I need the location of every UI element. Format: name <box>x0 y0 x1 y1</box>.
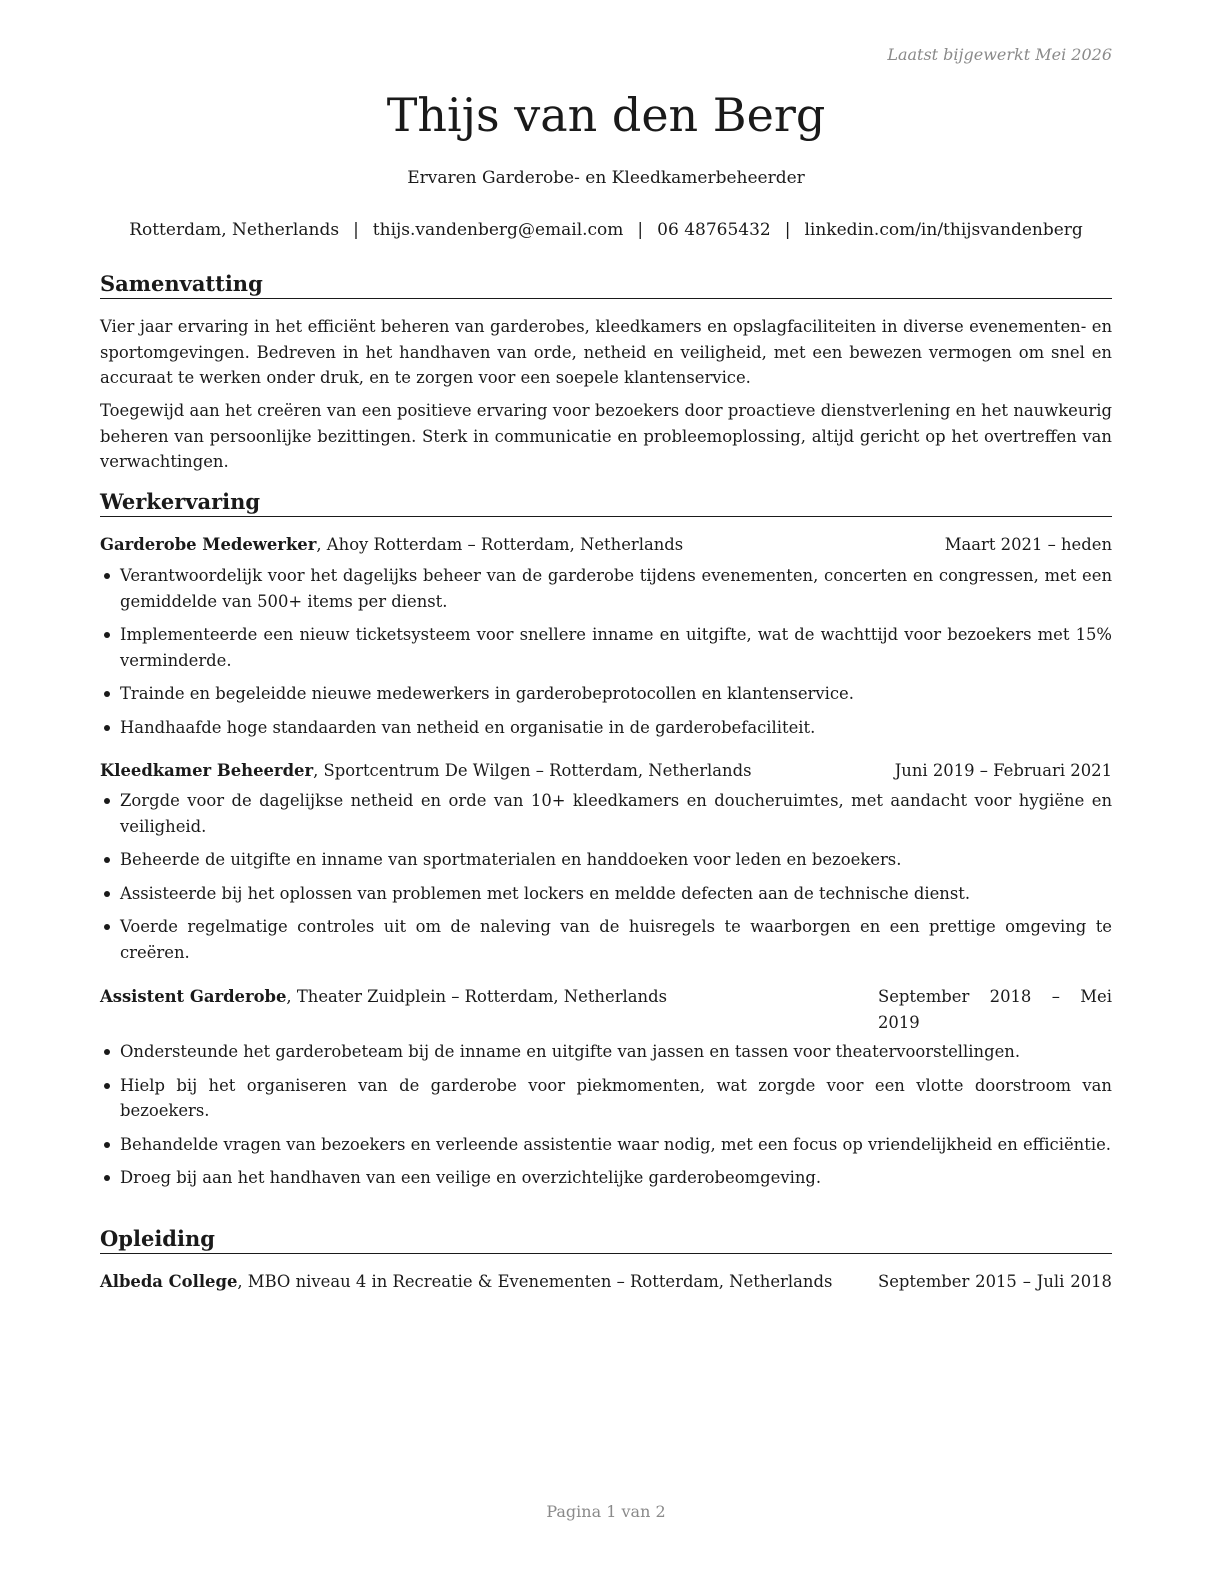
bullet-item <box>100 1165 1112 1191</box>
bullet-text: Assisteerde bij het oplossen van problemen met lockers en meldde defecten aan de technische dienst. <box>120 883 971 903</box>
bullet-item <box>100 1073 1112 1124</box>
contact-email[interactable]: thijs.vandenberg@email.com <box>372 220 624 240</box>
job-dates: Juni 2019 – Februari 2021 <box>894 761 1112 780</box>
bullet-dot <box>104 573 110 579</box>
section-title-experience: Werkervaring <box>100 489 1112 517</box>
contact-separator: | <box>353 220 359 240</box>
bullet-dot <box>104 691 110 697</box>
bullet-dot <box>104 1049 110 1055</box>
candidate-name: Thijs van den Berg <box>386 88 826 142</box>
bullet-dot <box>104 891 110 897</box>
job-header <box>100 758 1112 784</box>
bullet-item <box>100 1039 1112 1065</box>
bullet-dot <box>104 798 110 804</box>
job-bullets <box>100 1039 1112 1199</box>
bullet-dot <box>104 924 110 930</box>
section-title-summary: Samenvatting <box>100 271 1112 299</box>
bullet-item <box>100 847 1112 873</box>
bullet-dot <box>104 1175 110 1181</box>
bullet-item <box>100 881 1112 907</box>
contact-line <box>100 220 1112 240</box>
bullet-dot <box>104 1083 110 1089</box>
bullet-text: Hielp bij het organiseren van de garderobe voor piekmomenten, wat zorgde voor een vlotte doorstroom van bezoekers. <box>120 1075 1112 1120</box>
job-employer: , Theater Zuidplein – Rotterdam, Netherlands <box>286 987 667 1006</box>
bullet-text: Ondersteunde het garderobeteam bij de inname en uitgifte van jassen en tassen voor theatervoorstellingen. <box>120 1042 1021 1061</box>
education-dates: September 2015 – Juli 2018 <box>878 1272 1112 1291</box>
bullet-text: Voerde regelmatige controles uit om de naleving van de huisregels te waarborgen en een prettige omgeving te creëren. <box>120 917 1112 962</box>
job-employer: , Ahoy Rotterdam – Rotterdam, Netherlands <box>316 535 684 554</box>
bullet-item <box>100 681 1112 707</box>
education-program: , MBO niveau 4 in Recreatie & Evenementen – Rotterdam, Netherlands <box>237 1272 833 1291</box>
job-header <box>100 532 1112 558</box>
contact-linkedin[interactable]: linkedin.com/in/thijsvandenberg <box>804 220 1083 240</box>
page-number: Pagina 1 van 2 <box>546 1502 666 1521</box>
bullet-dot <box>104 1142 110 1148</box>
job-header <box>100 984 1112 1032</box>
section-title-education: Opleiding <box>100 1226 1112 1254</box>
headline: Ervaren Garderobe- en Kleedkamerbeheerder <box>407 168 805 188</box>
summary-paragraph-2: Toegewijd aan het creëren van een positieve ervaring voor bezoekers door proactieve dienstverlening en het nauwkeurig beheren van persoonlijke bezittingen. Sterk in communicatie en probleemoplossing, altijd gericht op het overtreffen van verwachtingen. <box>100 401 1112 471</box>
resume-page <box>100 0 1112 1584</box>
last-updated: Laatst bijgewerkt Mei 2026 <box>887 45 1112 64</box>
bullet-item <box>100 788 1112 839</box>
bullet-item <box>100 914 1112 965</box>
bullet-dot <box>104 632 110 638</box>
job-dates: September 2018 – Mei 2019 <box>878 987 1112 1032</box>
bullet-text: Implementeerde een nieuw ticketsysteem voor snellere inname en uitgifte, wat de wachttijd voor bezoekers met 15% verminderde. <box>120 625 1112 670</box>
school-name: Albeda College <box>100 1272 238 1291</box>
bullet-dot <box>104 725 110 731</box>
bullet-text: Zorgde voor de dagelijkse netheid en orde van 10+ kleedkamers en doucheruimtes, met aandacht voor hygiëne en veiligheid. <box>120 791 1112 836</box>
bullet-item <box>100 563 1112 614</box>
bullet-text: Droeg bij aan het handhaven van een veilige en overzichtelijke garderobeomgeving. <box>120 1168 822 1187</box>
contact-separator: | <box>784 220 791 240</box>
job-bullets <box>100 563 1112 748</box>
contact-location: Rotterdam, Netherlands <box>129 220 340 240</box>
bullet-text: Handhaafde hoge standaarden van netheid en organisatie in de garderobefaciliteit. <box>120 717 816 737</box>
job-title: Assistent Garderobe <box>100 987 287 1006</box>
job-bullets <box>100 788 1112 973</box>
bullet-item <box>100 715 1112 741</box>
bullet-text: Trainde en begeleidde nieuwe medewerkers in garderobeprotocollen en klantenservice. <box>120 684 854 703</box>
job-dates: Maart 2021 – heden <box>944 535 1112 554</box>
bullet-item <box>100 622 1112 673</box>
job-title: Garderobe Medewerker <box>100 535 317 554</box>
bullet-text: Verantwoordelijk voor het dagelijks beheer van de garderobe tijdens evenementen, concerten en congressen, met een gemiddelde van 500+ items per dienst. <box>120 566 1112 611</box>
education-header <box>100 1269 1112 1295</box>
summary-paragraph-1: Vier jaar ervaring in het efficiënt beheren van garderobes, kleedkamers en opslagfaciliteiten in diverse evenementen- en sportomgevingen. Bedreven in het handhaven van orde, netheid en veiligheid, met een bewezen vermogen om snel en accuraat te werken onder druk, en te zorgen voor een soepele klantenservice. <box>100 317 1112 387</box>
bullet-text: Behandelde vragen van bezoekers en verleende assistentie waar nodig, met een focus op vriendelijkheid en efficiëntie. <box>120 1134 1111 1154</box>
bullet-dot <box>104 857 110 863</box>
bullet-item <box>100 1132 1112 1158</box>
job-employer: , Sportcentrum De Wilgen – Rotterdam, Netherlands <box>313 761 752 780</box>
job-title: Kleedkamer Beheerder <box>100 761 314 780</box>
contact-separator: | <box>637 220 644 240</box>
bullet-text: Beheerde de uitgifte en inname van sportmaterialen en handdoeken voor leden en bezoekers. <box>120 850 902 869</box>
contact-phone: 06 48765432 <box>657 220 771 240</box>
